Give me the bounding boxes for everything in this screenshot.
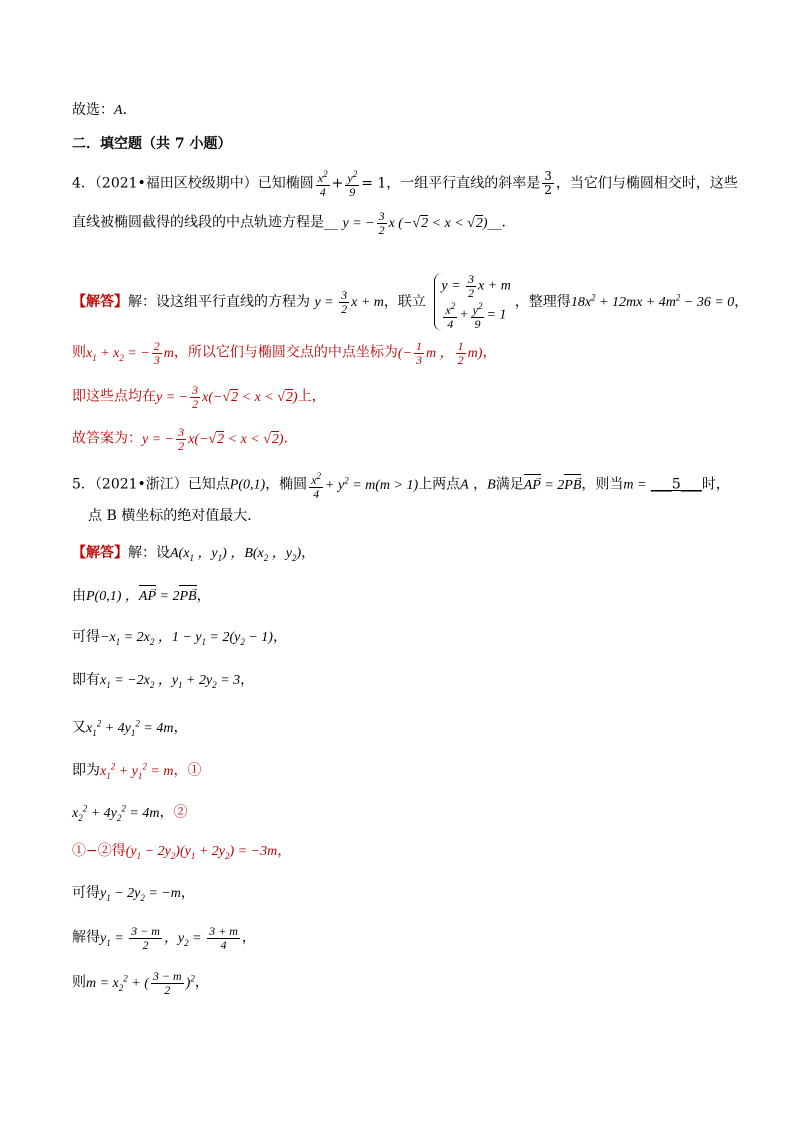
solution-label: 【解答】 — [72, 294, 128, 310]
a5-points: $A(x_1$ ，$y_1$) ，$B(x_2$ ，$y_2$) — [170, 546, 302, 563]
conclusion-end: ． — [122, 102, 137, 118]
ellipse-y-fraction: $\frac{y^2}{9}$ — [347, 169, 358, 199]
a5-obtain-text: 得 — [111, 843, 126, 859]
a5-line1: 【解答】解：设$A(x_1$ ，$y_1$) ，$B(x_2$ ，$y_2$)， — [72, 545, 316, 563]
q5-intro: 5．（2021•浙江）已知点 — [72, 476, 230, 493]
solution-prefix: 解： — [128, 294, 156, 310]
locus-formula: y = − $\frac{3}{2}$ x(−√2 < x < √2) — [156, 383, 298, 411]
circle-2: ② — [173, 804, 188, 821]
a5-solutions: $y_1$ = $\frac{3 - m}{2}$ ，$y_2$ = $\frac{3 + m}{4}$ — [100, 924, 238, 952]
a4-simplify-text: ，整理得 — [514, 294, 571, 310]
a4-line2: 则$x_1 + x_2$ = − $\frac{2}{3}$ m，所以它们与椭圆交点的中点坐标为(− $\frac{1}{3}$ m ， $\frac{1}{2}$ m)， — [72, 339, 497, 367]
circle-1: ① — [187, 762, 202, 779]
point-p: P(0,1) — [229, 477, 266, 493]
a5-line3: 可得$-x_1 = 2x_2$ ，$1 - y_1 = 2(y_2 - 1)$， — [72, 629, 287, 647]
a5-let-text: 设 — [156, 545, 170, 561]
solution-prefix-2: 解： — [128, 545, 156, 561]
a5-line10: 解得$y_1$ = $\frac{3 - m}{2}$ ，$y_2$ = $\frac{3 + m}{4}$ ， — [72, 924, 256, 952]
a4-combine-text: ，联立 — [383, 294, 426, 310]
quadratic-equation: $18x^2 + 12mx + 4m^2 - 36 = 0$ — [570, 292, 735, 310]
blank-right: __ — [487, 214, 502, 231]
a5-relations: $x_1 = -2x_2$ ，$y_1 + 2y_2 = 3$ — [100, 673, 241, 690]
conclusion-text: 故选： — [72, 102, 114, 118]
a4-on-text: 上， — [297, 388, 326, 405]
conclusion-line — [72, 100, 137, 121]
q5-satisfy-text: 满足 — [495, 476, 524, 493]
a5-diff-result: $y_1 - 2y_2 = -m$ — [100, 886, 181, 903]
equation-system: y = $\frac{3}{2}$ x + m $\frac{x^2}{4}$ + $\frac{y^2}{9}$ = 1 — [434, 273, 510, 331]
a5-line4: 即有$x_1 = -2x_2$ ，$y_1 + 2y_2 = 3$， — [72, 672, 255, 690]
solution-label-2: 【解答】 — [72, 545, 128, 561]
a5-given: P(0,1) ，AP → = 2PB → — [86, 589, 197, 604]
a5-ellipse-a: $x_1^2 + 4y_1^2 = 4m$ — [86, 718, 174, 738]
a4-final-formula: y = − $\frac{3}{2}$ x(−√2 < x < √2) — [142, 425, 284, 453]
a4-line3 — [72, 384, 326, 411]
q5-points-text: 上两点 — [418, 476, 461, 493]
a5-component-equations: $-x_1 = 2x_2$ ，$1 - y_1 = 2(y_2 - 1)$ — [100, 630, 273, 647]
blank-left: __ — [324, 214, 338, 231]
q4-line2 — [72, 210, 516, 237]
a5-then-text: 则 — [72, 974, 86, 991]
conclusion-answer: A — [114, 103, 123, 118]
a4-line1-text: 设这组平行直线的方程为 — [156, 294, 310, 310]
q4-end: ． — [501, 214, 516, 231]
q4-intro: 4．（2021•福田区校级期中）已知椭圆 — [72, 175, 314, 192]
a5-line8: ①−②得$(y_1 - 2y_2)(y_1 + 2y_2) = -3m$， — [72, 843, 292, 861]
q4-condition-text: ，当它们与椭圆相交时，这些 — [555, 175, 738, 192]
a5-get-text: 可得 — [72, 629, 100, 645]
q5-line2 — [88, 506, 261, 526]
slope-fraction: $\frac{3}{2}$ — [544, 169, 552, 197]
a5-line11: 则$m = x_2^2$ + ( $\frac{3 - m}{2}$ )$^2$， — [72, 968, 209, 997]
a4-end: ． — [283, 430, 298, 447]
a5-line5: 又$x_1^2 + 4y_1^2 = 4m$， — [72, 718, 188, 738]
line-equation: y = $\frac{3}{2}$ x + m — [314, 288, 384, 317]
a5-namely-text: 即为 — [72, 762, 100, 779]
a5-solve-text: 解得 — [72, 929, 100, 946]
midpoint-coordinates: (− $\frac{1}{3}$ m ， $\frac{1}{2}$ m) — [397, 339, 483, 367]
a5-line2: 由P(0,1) ，AP → = 2PB →， — [72, 586, 211, 607]
q5-when-text: ，则当 — [581, 476, 624, 493]
section-title: 二．填空题（共 7 小题） — [72, 136, 232, 152]
a4-then-text: 则 — [72, 344, 86, 361]
a5-eq2: $x_2^2 + 4y_2^2 = 4m$ — [72, 803, 160, 823]
q4-line1: 4．（2021•福田区校级期中）已知椭圆 $\frac{x^2}{4}$ + $\frac{y^2}{9}$ = 1，一组平行直线的斜率是 $\frac{3}{2}$ ，当它们与椭圆相交时，这些 — [72, 169, 738, 199]
a5-line6: 即为$x_1^2 + y_1^2 = m$，① — [72, 761, 202, 781]
q4-answer-formula: y = − $\frac{3}{2}$ x (−√2 < x < √2) — [342, 209, 488, 237]
ellipse-x-fraction: $\frac{x^2}{4}$ — [317, 169, 328, 199]
a5-thus-text: 即有 — [72, 672, 100, 688]
q5-ellipse-text: ，椭圆 — [265, 476, 308, 493]
q5-question-text: 点 B 横坐标的绝对值最大． — [88, 508, 262, 524]
a5-eq1: $x_1^2 + y_1^2 = m$ — [100, 761, 174, 781]
a5-also-text: 又 — [72, 719, 86, 736]
a4-line4 — [72, 426, 298, 453]
q5-time-text: 时， — [701, 476, 730, 493]
a4-midpoint-text: ，所以它们与椭圆交点的中点坐标为 — [173, 344, 398, 361]
a5-m-expression: $m = x_2^2$ + ( $\frac{3 - m}{2}$ )$^2$ — [86, 968, 195, 997]
q5-ellipse-equation: $\frac{x^2}{4}$ + $y^2 = m(m > 1)$ — [311, 471, 419, 501]
a4-line1: 【解答】解：设这组平行直线的方程为 y = $\frac{3}{2}$ x + m，联立 y = $\frac{3}{2}$ x + m $\frac{x^2}{4}$ + $\frac{y^2}{9}$ = 1 ，整理得$18x^2 + 12mx + 4m^2 - 36 = 0$， — [72, 272, 749, 331]
q4-question-text: 直线被椭圆截得的线段的中点轨迹方程是 — [72, 214, 324, 231]
q5-answer: 5 — [671, 476, 681, 493]
a5-line7: $x_2^2 + 4y_2^2 = 4m$，② — [72, 803, 188, 823]
section-heading — [72, 134, 232, 154]
a4-answer-label: 故答案为： — [72, 430, 142, 447]
a4-points-text: 即这些点均在 — [72, 388, 156, 405]
a5-line9: 可得$y_1 - 2y_2 = -m$， — [72, 885, 195, 903]
a5-from-text: 由 — [72, 588, 86, 604]
a5-get-text-2: 可得 — [72, 885, 100, 901]
circle-2-ref: ② — [97, 843, 112, 859]
q4-slope-text: ，一组平行直线的斜率是 — [386, 175, 541, 192]
circle-1-ref: ① — [72, 843, 86, 859]
a5-difference: $(y_1 - 2y_2)(y_1 + 2y_2) = -3m$ — [125, 844, 278, 861]
q5-line1: 5．（2021•浙江）已知点P(0,1)，椭圆 $\frac{x^2}{4}$ + $y^2 = m(m > 1)$上两点A ，B满足AP → = 2PB →，则当m = ___5___时， — [72, 470, 730, 501]
vector-condition: AP → = 2PB → — [524, 478, 582, 493]
sum-of-roots: $x_1 + x_2$ = − $\frac{2}{3}$ m — [86, 339, 174, 367]
